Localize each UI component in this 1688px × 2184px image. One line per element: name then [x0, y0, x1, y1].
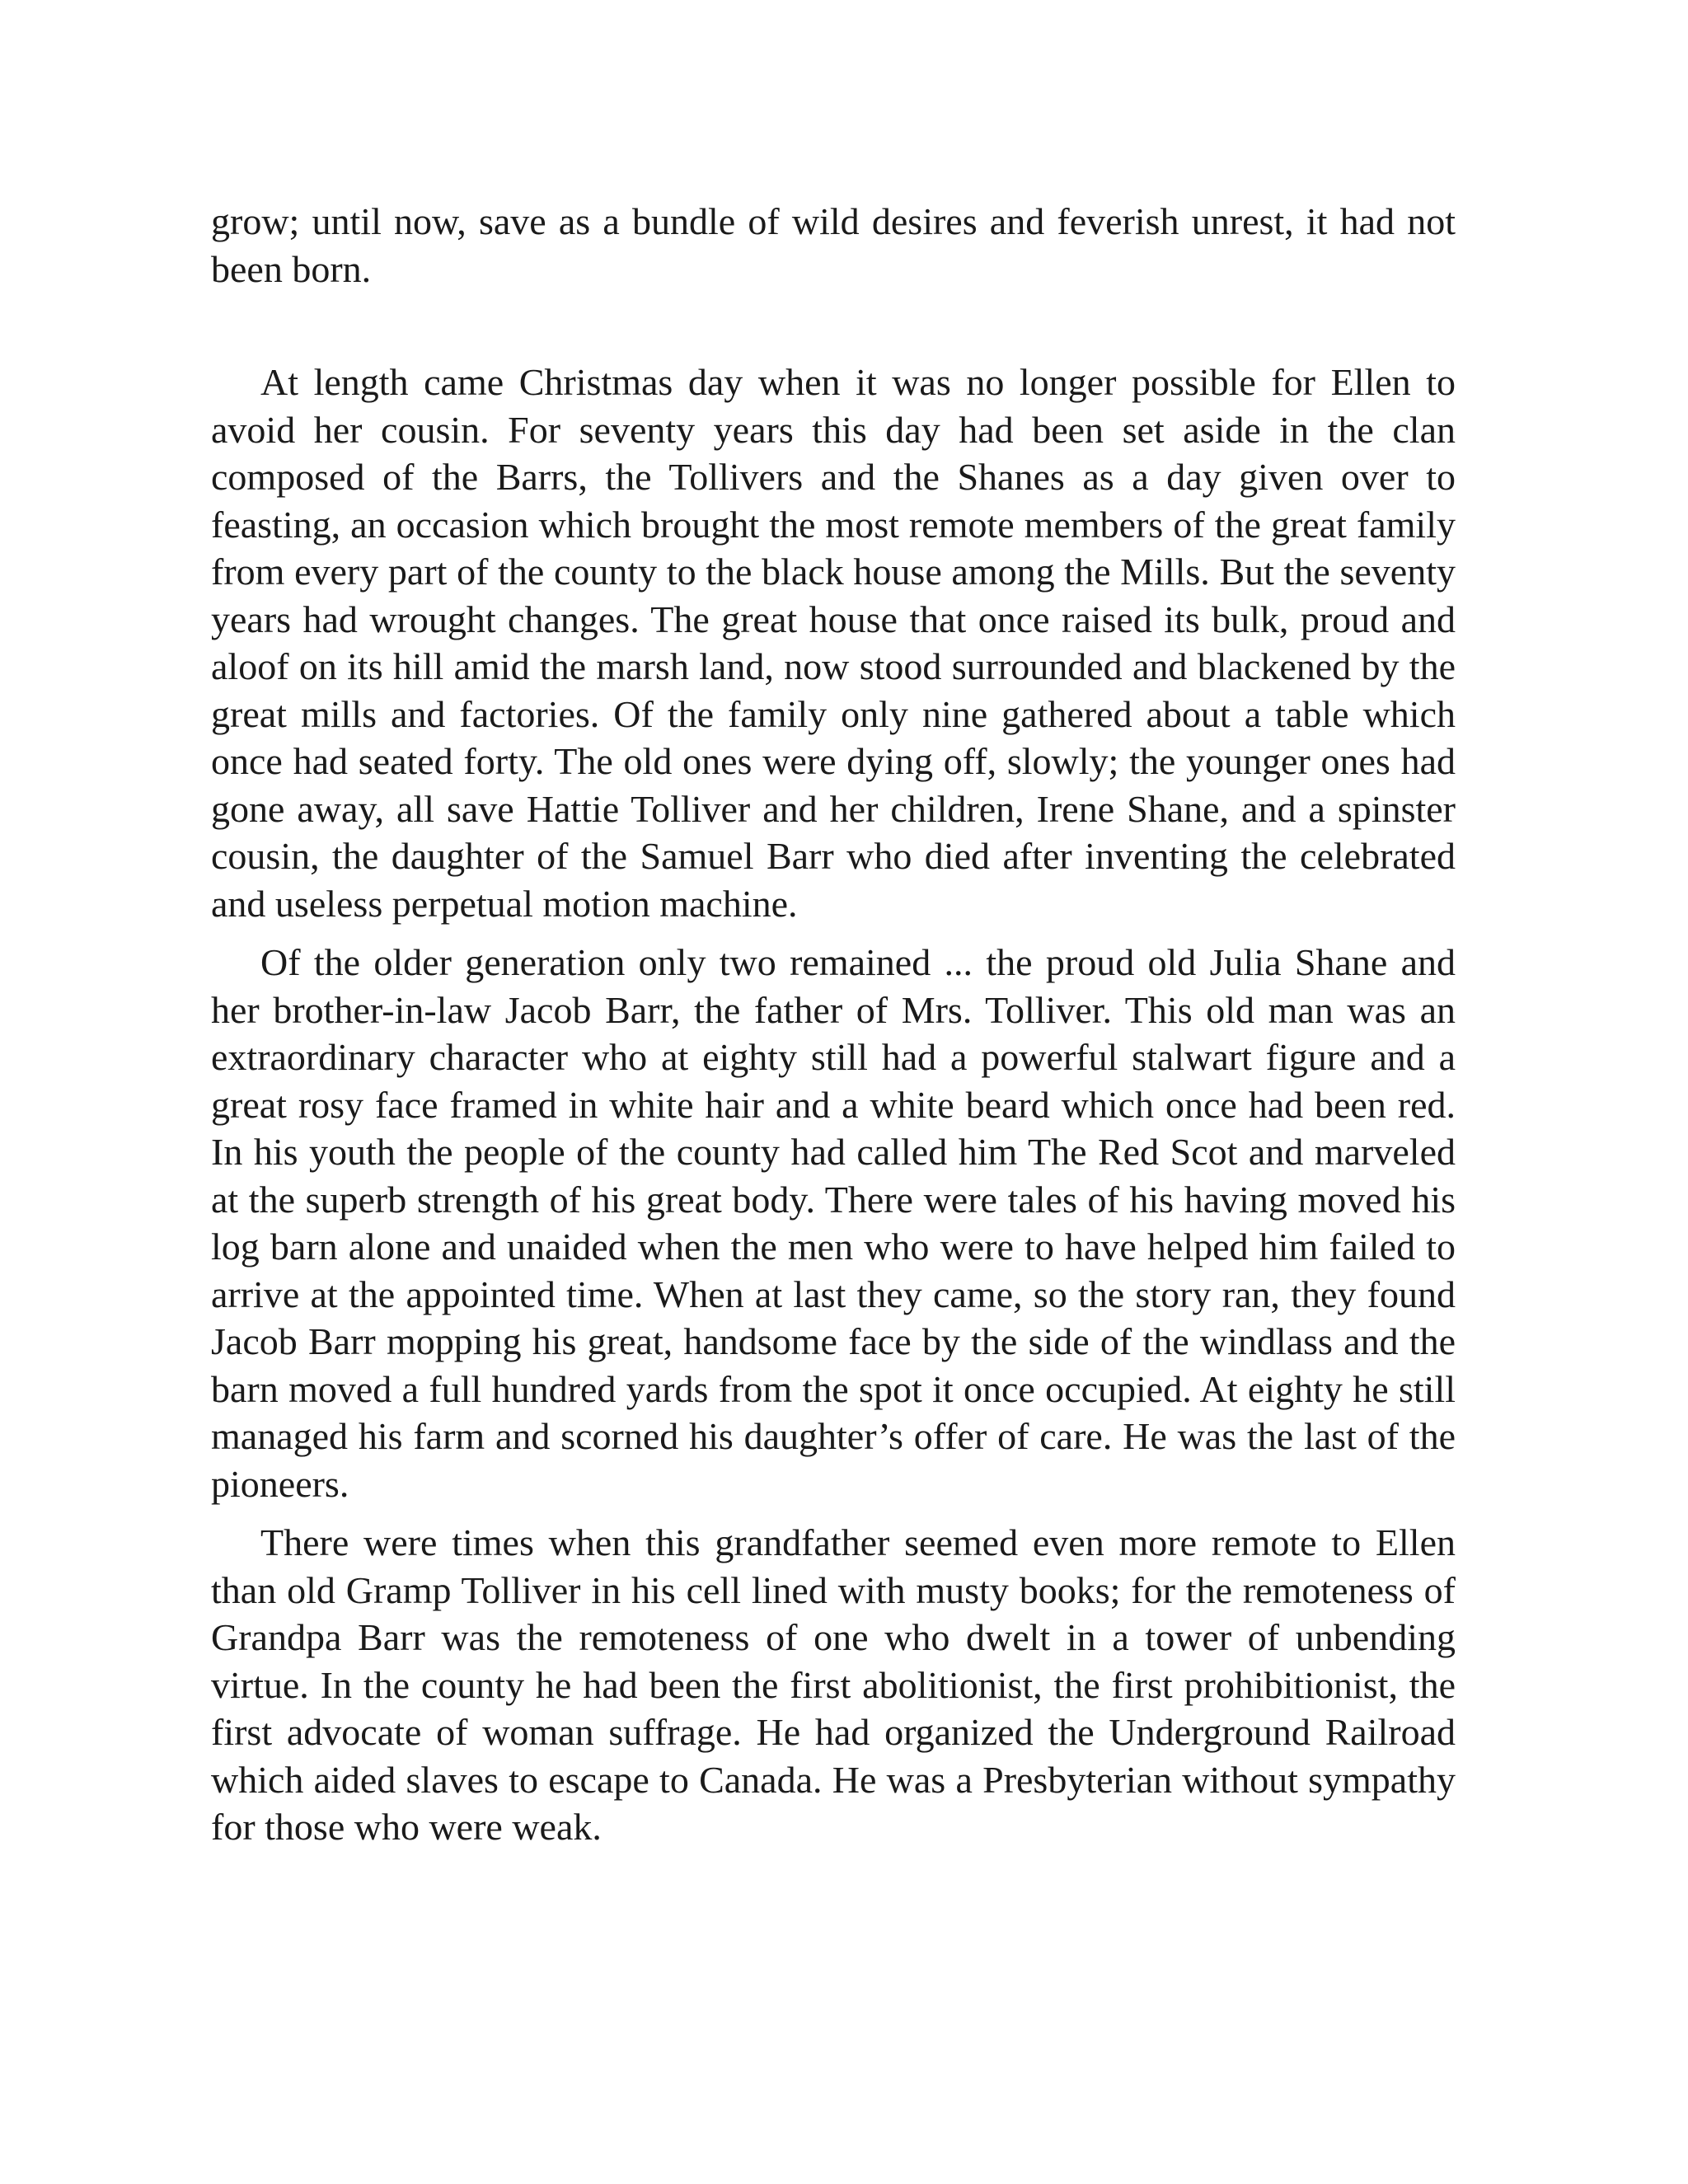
- paragraph-continuation: grow; until now, save as a bundle of wild desires and feverish unrest, it had not been born.: [211, 200, 1456, 290]
- paragraph-older-generation: Of the older generation only two remained ... the proud old Julia Shane and her brother-in-law Jacob Barr, the father of Mrs. Tolliver. This old man was an extraordinary character who at eighty still had a powerful stalwart figure and a great rosy face framed in white hair and a white beard which once had been red. In his youth the people of the county had called him The Red Scot and marveled at the superb strength of his great body. There were tales of his having moved his log barn alone and unaided when the men who were to have helped him failed to arrive at the appointed time. When at last they came, so the story ran, they found Jacob Barr mopping his great, handsome face by the side of the windlass and the barn moved a full hundred yards from the spot it once occupied. At eighty he still managed his farm and scorned his daughter’s offer of care. He was the last of the pioneers.: [211, 941, 1456, 1505]
- body-text: [211, 198, 1456, 1851]
- paragraph-christmas: At length came Christmas day when it was no longer possible for Ellen to avoid her cousin. For seventy years this day had been set aside in the clan composed of the Barrs, the Tollivers and the Shanes as a day given over to feasting, an occasion which brought the most remote members of the great family from every part of the county to the black house among the Mills. But the seventy years had wrought changes. The great house that once raised its bulk, proud and aloof on its hill amid the marsh land, now stood surrounded and blackened by the great mills and factories. Of the family only nine gathered about a table which once had seated forty. The old ones were dying off, slowly; the younger ones had gone away, all save Hattie Tolliver and her children, Irene Shane, and a spinster cousin, the daughter of the Samuel Barr who died after inventing the celebrated and useless perpetual motion machine.: [211, 361, 1456, 925]
- paragraph-grandfather: There were times when this grandfather seemed even more remote to Ellen than old Gramp Tolliver in his cell lined with musty books; for the remoteness of Grandpa Barr was the remoteness of one who dwelt in a tower of unbending virtue. In the county he had been the first abolitionist, the first prohibitionist, the first advocate of woman suffrage. He had organized the Underground Railroad which aided slaves to escape to Canada. He was a Presbyterian without sympathy for those who were weak.: [211, 1521, 1456, 1848]
